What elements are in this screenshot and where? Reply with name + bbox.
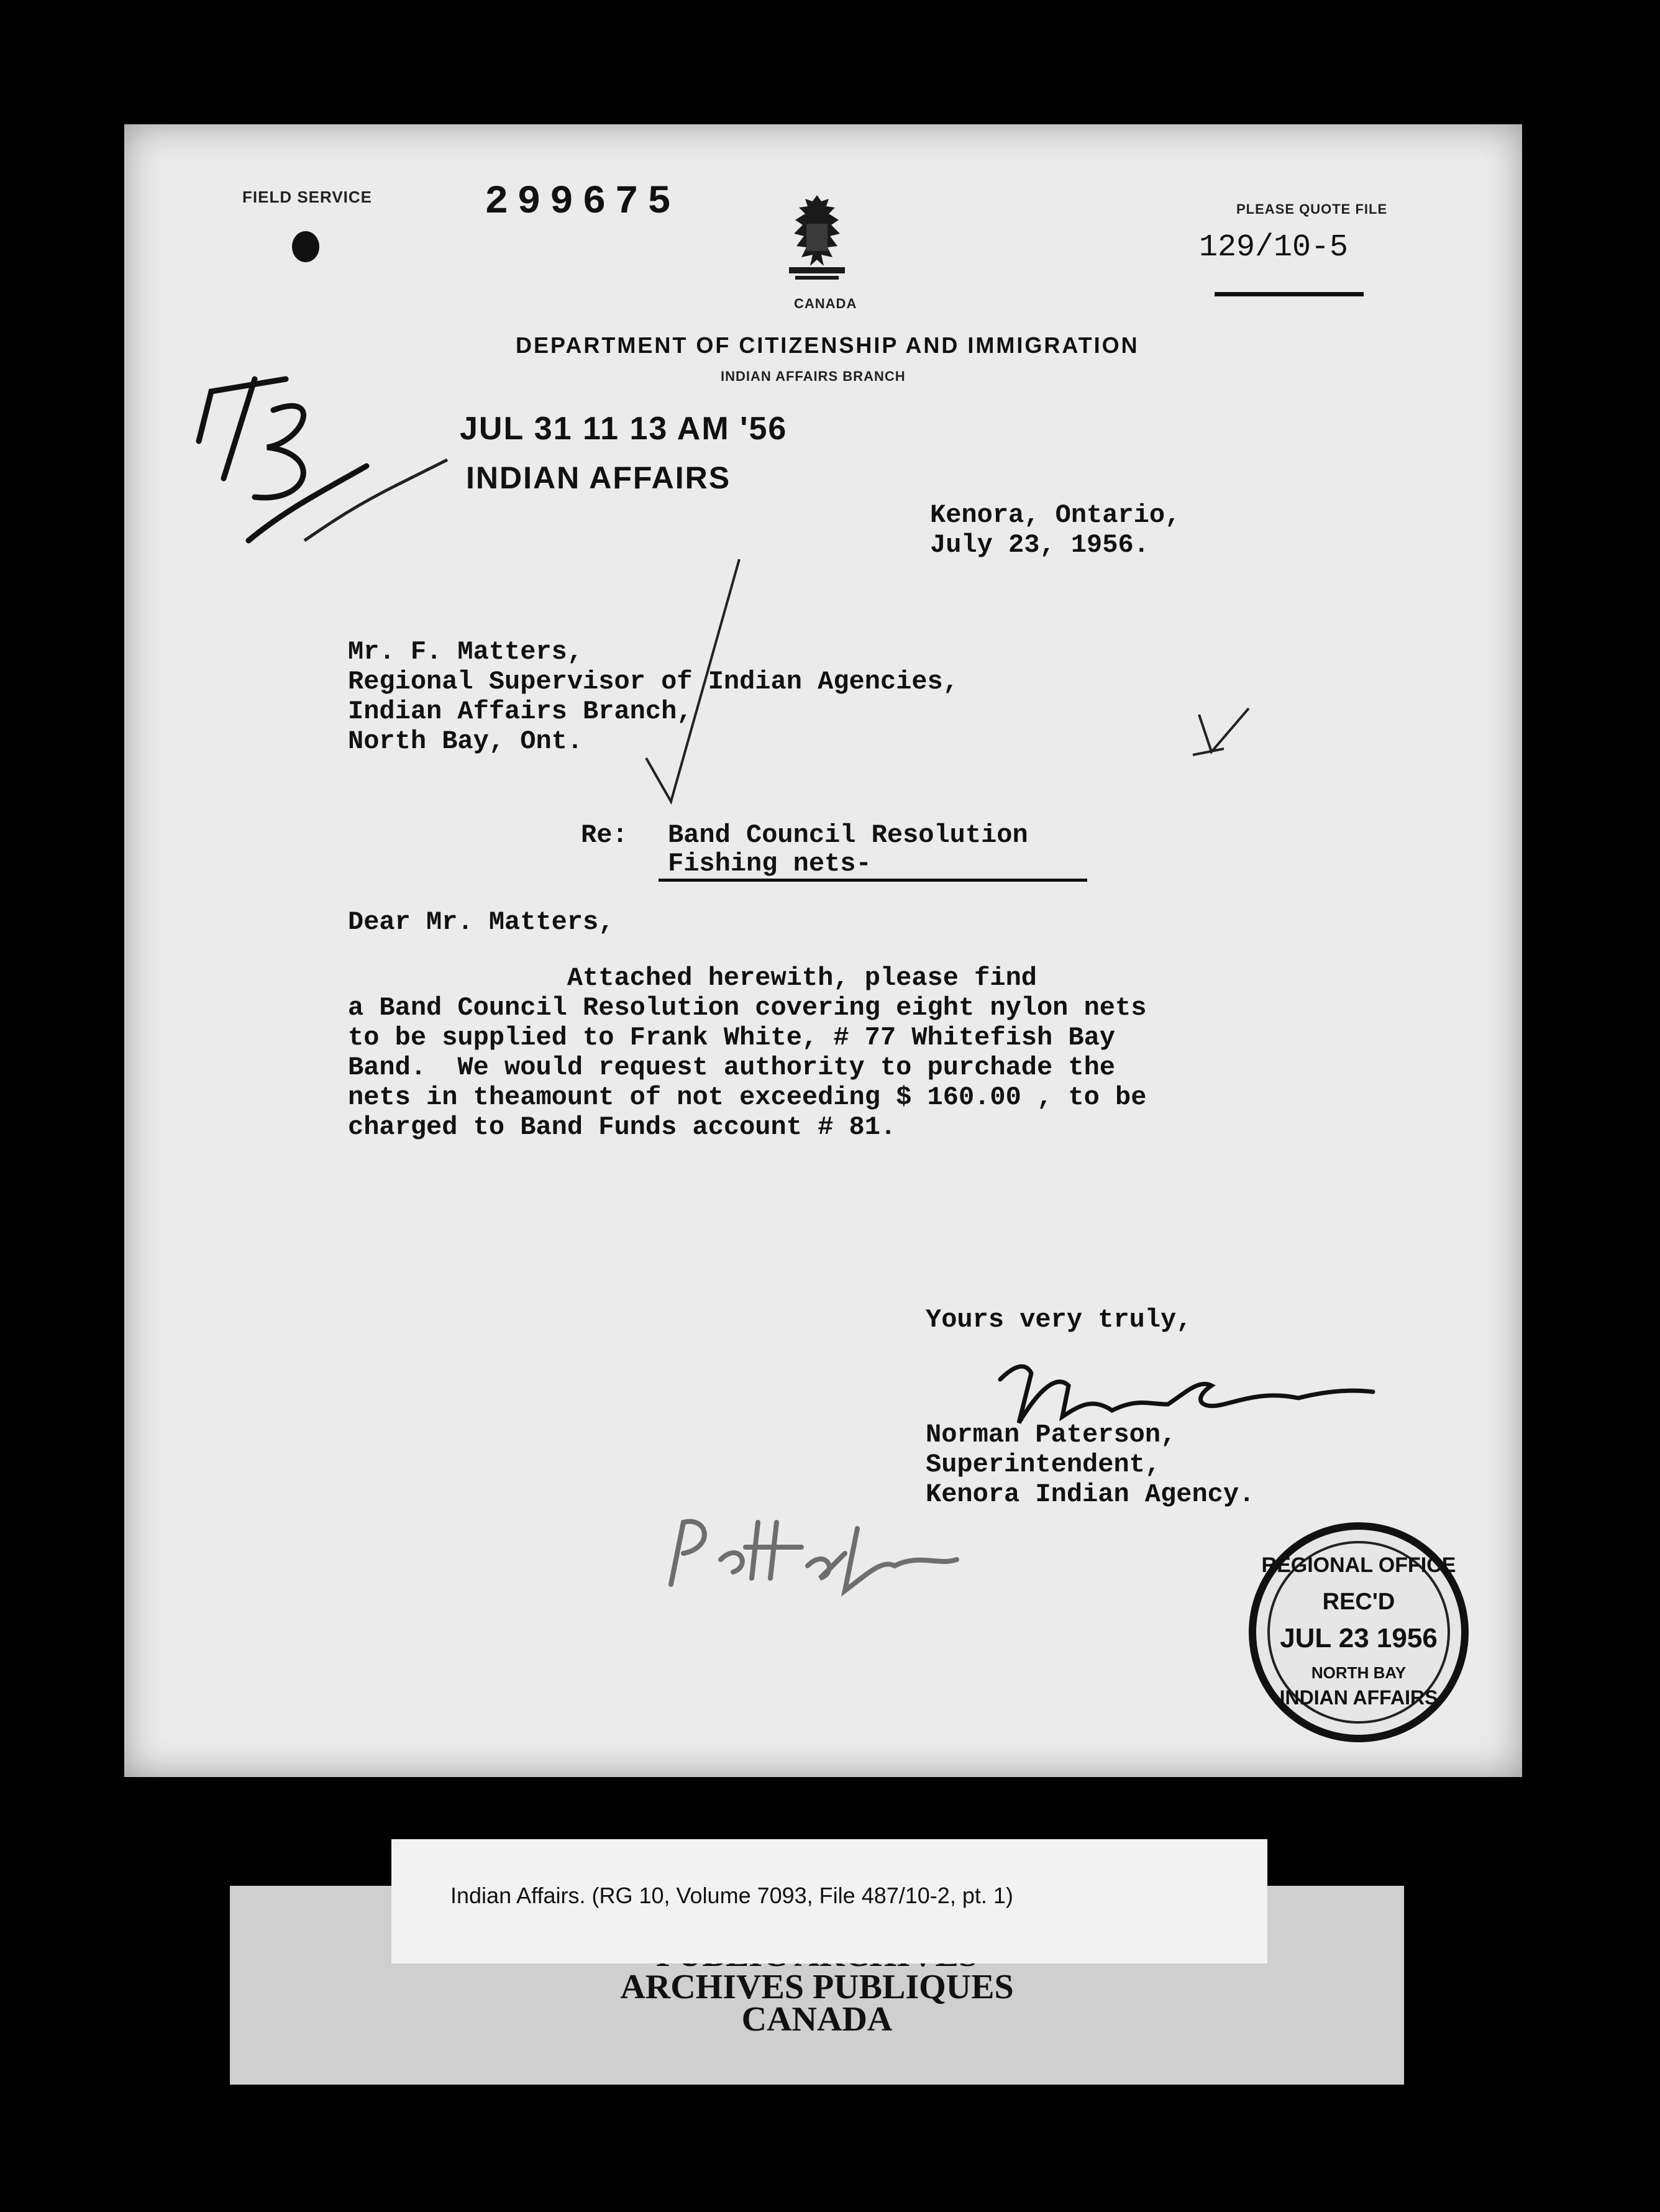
ink-blot	[292, 231, 319, 262]
subject-underline	[659, 879, 1087, 882]
stamp-recd: REC'D	[1322, 1589, 1395, 1615]
addressee-line: North Bay, Ont.	[348, 726, 583, 756]
body-line: a Band Council Resolution covering eight nylon nets	[348, 993, 1147, 1023]
field-service-label: FIELD SERVICE	[242, 188, 373, 206]
place-line: Kenora, Ontario,	[930, 500, 1181, 530]
handwritten-lower-note	[659, 1510, 982, 1597]
addressee-line: Indian Affairs Branch,	[348, 697, 693, 726]
department-name: DEPARTMENT OF CITIZENSHIP AND IMMIGRATION	[516, 332, 1139, 358]
subject-line-2: Fishing nets-	[668, 849, 872, 879]
stamp-bottom-text: INDIAN AFFAIRS	[1279, 1686, 1438, 1709]
body-line: nets in theamount of not exceeding $ 160.00 , to be	[348, 1082, 1147, 1112]
body-line: Attached herewith, please find	[348, 963, 1037, 993]
signer-title: Superintendent,	[926, 1450, 1161, 1479]
archives-line-3: CANADA	[741, 2000, 893, 2039]
archive-citation: Indian Affairs. (RG 10, Volume 7093, File 487/10-2, pt. 1)	[450, 1883, 1013, 1908]
salutation: Dear Mr. Matters,	[348, 907, 614, 937]
file-number: 129/10-5	[1199, 230, 1349, 265]
archives-line-2: ARCHIVES PUBLIQUES	[620, 1968, 1014, 2006]
received-stamp-date: JUL 31 11 13 AM '56	[460, 411, 788, 447]
serial-number: 299675	[485, 180, 680, 225]
body-line: to be supplied to Frank White, # 77 Whitefish Bay	[348, 1023, 1116, 1053]
signer-agency: Kenora Indian Agency.	[926, 1479, 1255, 1509]
closing: Yours very truly,	[926, 1305, 1192, 1335]
letter-page	[124, 124, 1522, 1777]
regional-office-stamp	[1249, 1522, 1469, 1742]
body-line: Band. We would request authority to purchade the	[348, 1053, 1116, 1082]
body-line: charged to Band Funds account # 81.	[348, 1112, 896, 1142]
please-quote-file-label: PLEASE QUOTE FILE	[1236, 201, 1388, 217]
received-stamp-office: INDIAN AFFAIRS	[466, 460, 731, 495]
tick-mark	[1187, 696, 1255, 770]
file-number-underline	[1215, 292, 1364, 296]
addressee-line: Regional Supervisor of Indian Agencies,	[348, 667, 959, 697]
date-line: July 23, 1956.	[930, 530, 1149, 560]
stamp-city: NORTH BAY	[1311, 1663, 1407, 1682]
subject-line-1: Band Council Resolution	[668, 820, 1028, 850]
canada-label: CANADA	[794, 296, 857, 311]
handwritten-initials-annotation	[162, 354, 485, 590]
stamp-date: JUL 23 1956	[1280, 1623, 1438, 1653]
signer-name: Norman Paterson,	[926, 1420, 1177, 1450]
branch-name: INDIAN AFFAIRS BRANCH	[721, 368, 906, 384]
subject-prefix: Re:	[581, 820, 628, 850]
addressee-line: Mr. F. Matters,	[348, 637, 583, 667]
archive-citation-slip	[391, 1839, 1267, 1963]
canada-coat-of-arms-icon	[783, 193, 851, 286]
stamp-top-text: REGIONAL OFFICE	[1261, 1553, 1456, 1577]
